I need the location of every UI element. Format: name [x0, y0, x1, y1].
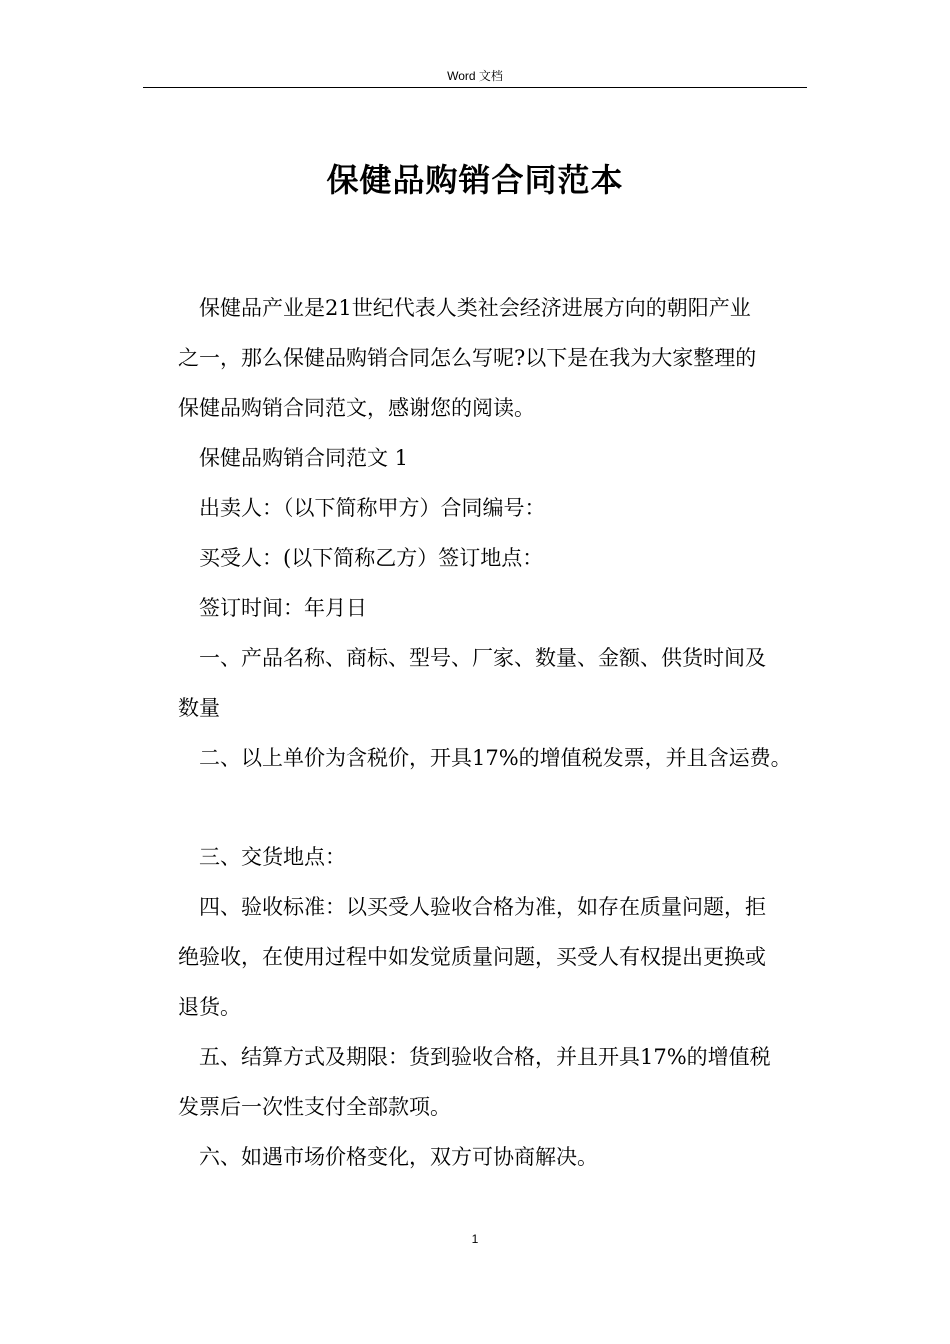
paragraph-line: 四、验收标准：以买受人验收合格为准，如存在质量问题，拒 — [199, 895, 766, 919]
paragraph-line: 发票后一次性支付全部款项。 — [178, 1095, 451, 1119]
paragraph-line: 三、交货地点： — [199, 845, 346, 869]
section-heading: 保健品购销合同范文 1 — [199, 446, 409, 470]
paragraph-line: 五、结算方式及期限：货到验收合格，并且开具17%的增值税 — [199, 1045, 771, 1069]
paragraph-line: 六、如遇市场价格变化，双方可协商解决。 — [199, 1145, 598, 1169]
paragraph-line: 买受人：(以下简称乙方）签订地点： — [199, 546, 544, 570]
paragraph-line: 数量 — [178, 696, 220, 720]
header-divider — [143, 87, 807, 88]
paragraph-line: 一、产品名称、商标、型号、厂家、数量、金额、供货时间及 — [199, 646, 766, 670]
paragraph-line: 签订时间：年月日 — [199, 596, 367, 620]
header-label: Word 文档 — [447, 69, 503, 83]
paragraph-line: 之一，那么保健品购销合同怎么写呢?以下是在我为大家整理的 — [178, 346, 757, 370]
paragraph-line: 绝验收，在使用过程中如发觉质量问题，买受人有权提出更换或 — [178, 945, 766, 969]
paragraph-line: 保健品产业是21世纪代表人类社会经济进展方向的朝阳产业 — [199, 296, 751, 320]
page-number: 1 — [471, 1232, 479, 1246]
paragraph-line: 二、以上单价为含税价，开具17%的增值税发票，并且含运费。 — [199, 746, 792, 770]
paragraph-line: 保健品购销合同范文，感谢您的阅读。 — [178, 396, 535, 420]
paragraph-line: 退货。 — [178, 995, 241, 1019]
document-title: 保健品购销合同范本 — [326, 161, 624, 199]
paragraph-line: 出卖人：（以下简称甲方）合同编号： — [199, 496, 546, 520]
